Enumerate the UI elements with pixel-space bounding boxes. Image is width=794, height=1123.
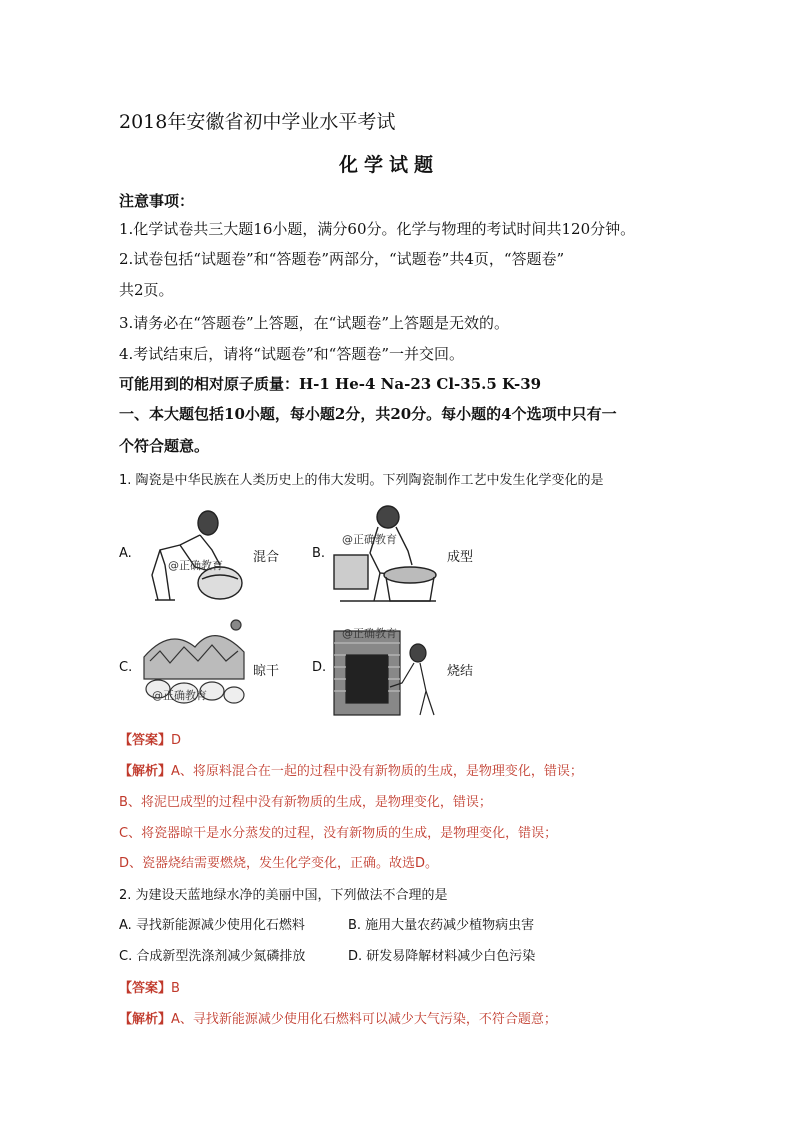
watermark: @正确教育 (168, 559, 223, 572)
notes-heading: 注意事项： (119, 192, 195, 210)
subject-title: 化学试题 (339, 154, 440, 176)
option-d-caption: 烧结 (447, 664, 474, 679)
q1-answer (119, 729, 181, 748)
note-2-line1: 2.试卷包括“试题卷”和“答题卷”两部分，“试题卷”共4页，“答题卷” (119, 250, 565, 268)
q1-analysis-a: A、将原料混合在一起的过程中没有新物质的生成，是物理变化，错误； (171, 764, 583, 779)
section-one-line1: 一、本大题包括10小题，每小题2分，共20分。每小题的4个选项中只有一 (119, 405, 617, 423)
answer-label: 【答案】 (119, 733, 172, 748)
q1-analysis-d: D、瓷器烧结需要燃烧，发生化学变化，正确。故选D。 (119, 856, 439, 871)
drying-illustration (140, 617, 248, 717)
section-one-line2: 个符合题意。 (119, 437, 210, 455)
q1-analysis (119, 760, 583, 779)
note-1: 1.化学试卷共三大题16小题，满分60分。化学与物理的考试时间共120分钟。 (119, 220, 636, 238)
q2-analysis (119, 1008, 557, 1027)
option-d-letter: D. (312, 660, 327, 675)
watermark: @正确教育 (342, 627, 397, 640)
q2-option-a: A. 寻找新能源减少使用化石燃料 (119, 918, 305, 933)
option-a-letter: A. (119, 546, 132, 561)
watermark: @正确教育 (152, 689, 207, 702)
q2-option-d: D. 研发易降解材料减少白色污染 (348, 949, 536, 964)
q2-answer (119, 977, 180, 996)
analysis-label: 【解析】 (119, 764, 172, 779)
note-3: 3.请务必在“答题卷”上答题，在“试题卷”上答题是无效的。 (119, 314, 509, 332)
q2-option-c: C. 合成新型洗涤剂减少氮磷排放 (119, 949, 306, 964)
answer-value: D (171, 733, 182, 748)
question-2: 2. 为建设天蓝地绿水净的美丽中国，下列做法不合理的是 (119, 888, 448, 903)
note-2-line2: 共2页。 (119, 281, 174, 299)
note-4: 4.考试结束后，请将“试题卷”和“答题卷”一并交回。 (119, 345, 464, 363)
q2-analysis-a: A、寻找新能源减少使用化石燃料可以减少大气污染，不符合题意； (171, 1012, 557, 1027)
answer-label: 【答案】 (119, 981, 172, 996)
q1-analysis-b: B、将泥巴成型的过程中没有新物质的生成，是物理变化，错误； (119, 795, 492, 810)
mixing-illustration (140, 505, 248, 605)
option-a-caption: 混合 (253, 550, 280, 565)
watermark: @正确教育 (342, 533, 397, 546)
answer-value: B (171, 981, 180, 996)
option-b-caption: 成型 (447, 550, 474, 565)
question-1: 1. 陶瓷是中华民族在人类历史上的伟大发明。下列陶瓷制作工艺中发生化学变化的是 (119, 473, 604, 488)
option-c-caption: 晾干 (253, 664, 280, 679)
q2-option-b: B. 施用大量农药减少植物病虫害 (348, 918, 535, 933)
option-b-letter: B. (312, 546, 326, 561)
q1-analysis-c: C、将瓷器晾干是水分蒸发的过程，没有新物质的生成，是物理变化，错误； (119, 826, 558, 841)
option-c-letter: C. (119, 660, 133, 675)
analysis-label: 【解析】 (119, 1012, 172, 1027)
shaping-illustration (330, 503, 442, 607)
exam-title: 2018年安徽省初中学业水平考试 (119, 111, 396, 133)
firing-illustration (330, 617, 442, 717)
atomic-mass-line: 可能用到的相对原子质量：H-1 He-4 Na-23 Cl-35.5 K-39 (119, 375, 542, 393)
